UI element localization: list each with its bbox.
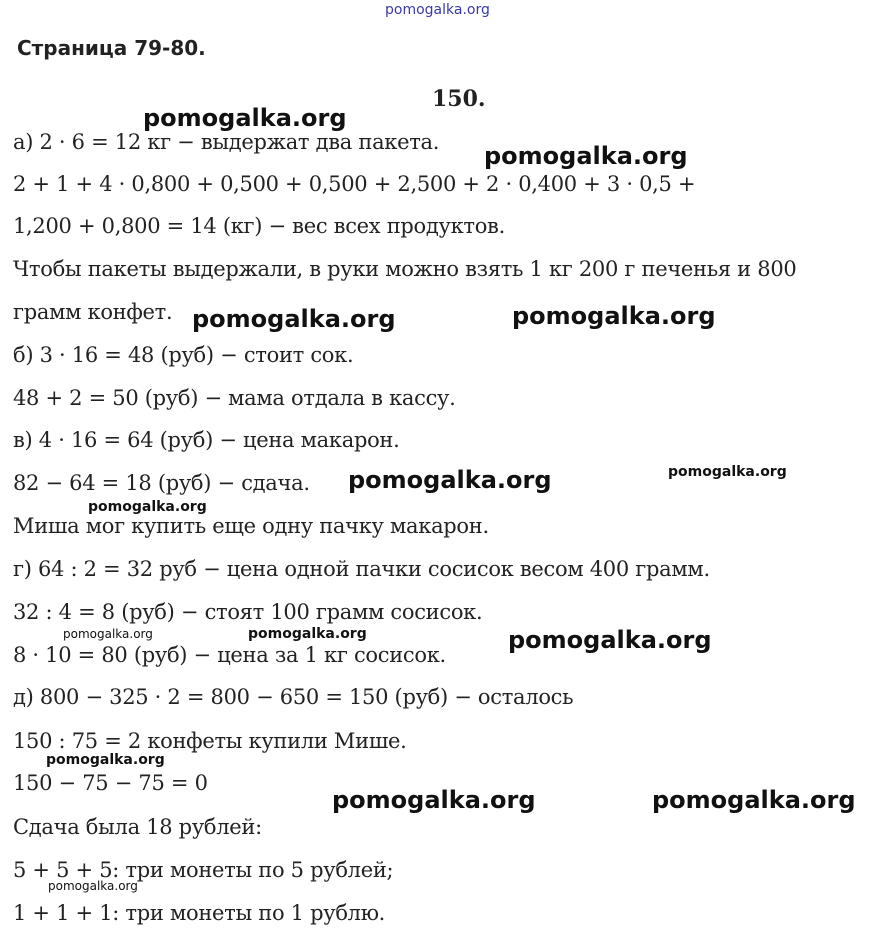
solution-line-coins-5: 5 + 5 + 5: три монеты по 5 рублей; xyxy=(13,858,394,882)
watermark: pomogalka.org xyxy=(248,626,367,642)
site-watermark-top: pomogalka.org xyxy=(385,2,490,18)
solution-line-b: б) 3 · 16 = 48 (руб) − стоит сок. xyxy=(13,343,354,367)
task-number: 150. xyxy=(432,86,486,112)
page-title: Страница 79-80. xyxy=(17,36,206,60)
solution-line-v3: Миша мог купить еще одну пачку макарон. xyxy=(13,514,489,538)
solution-line-advice-cont: грамм конфет. xyxy=(13,300,173,324)
watermark: pomogalka.org xyxy=(192,305,396,333)
solution-line-d: д) 800 − 325 · 2 = 800 − 650 = 150 (руб) − осталось xyxy=(13,685,574,709)
watermark: pomogalka.org xyxy=(348,466,552,494)
watermark: pomogalka.org xyxy=(512,302,716,330)
solution-line-g: г) 64 : 2 = 32 руб − цена одной пачки сосисок весом 400 грамм. xyxy=(13,557,710,581)
watermark: pomogalka.org xyxy=(484,142,688,170)
solution-line-g2: 32 : 4 = 8 (руб) − стоят 100 грамм сосисок. xyxy=(13,600,483,624)
solution-line-d3: 150 − 75 − 75 = 0 xyxy=(13,771,208,795)
solution-line-advice: Чтобы пакеты выдержали, в руки можно взять 1 кг 200 г печенья и 800 xyxy=(13,257,797,281)
watermark: pomogalka.org xyxy=(668,464,787,480)
solution-line-change: Сдача была 18 рублей: xyxy=(13,815,262,839)
solution-line-weight-total: 1,200 + 0,800 = 14 (кг) − вес всех продуктов. xyxy=(13,214,505,238)
solution-line-v2: 82 − 64 = 18 (руб) − сдача. xyxy=(13,471,310,495)
solution-line-b2: 48 + 2 = 50 (руб) − мама отдала в кассу. xyxy=(13,386,456,410)
watermark: pomogalka.org xyxy=(508,626,712,654)
watermark: pomogalka.org xyxy=(652,786,856,814)
watermark: pomogalka.org xyxy=(48,879,138,893)
solution-line-a: а) 2 · 6 = 12 кг − выдержат два пакета. xyxy=(13,130,440,154)
solution-line-weight-sum: 2 + 1 + 4 · 0,800 + 0,500 + 0,500 + 2,500 + 2 · 0,400 + 3 · 0,5 + xyxy=(13,172,696,196)
watermark: pomogalka.org xyxy=(143,104,347,132)
solution-line-d2: 150 : 75 = 2 конфеты купили Мише. xyxy=(13,729,407,753)
watermark: pomogalka.org xyxy=(88,499,207,515)
watermark: pomogalka.org xyxy=(46,752,165,768)
watermark: pomogalka.org xyxy=(332,786,536,814)
solution-line-g3: 8 · 10 = 80 (руб) − цена за 1 кг сосисок. xyxy=(13,643,446,667)
watermark: pomogalka.org xyxy=(63,627,153,641)
solution-line-v: в) 4 · 16 = 64 (руб) − цена макарон. xyxy=(13,428,400,452)
solution-line-coins-1: 1 + 1 + 1: три монеты по 1 рублю. xyxy=(13,901,386,925)
